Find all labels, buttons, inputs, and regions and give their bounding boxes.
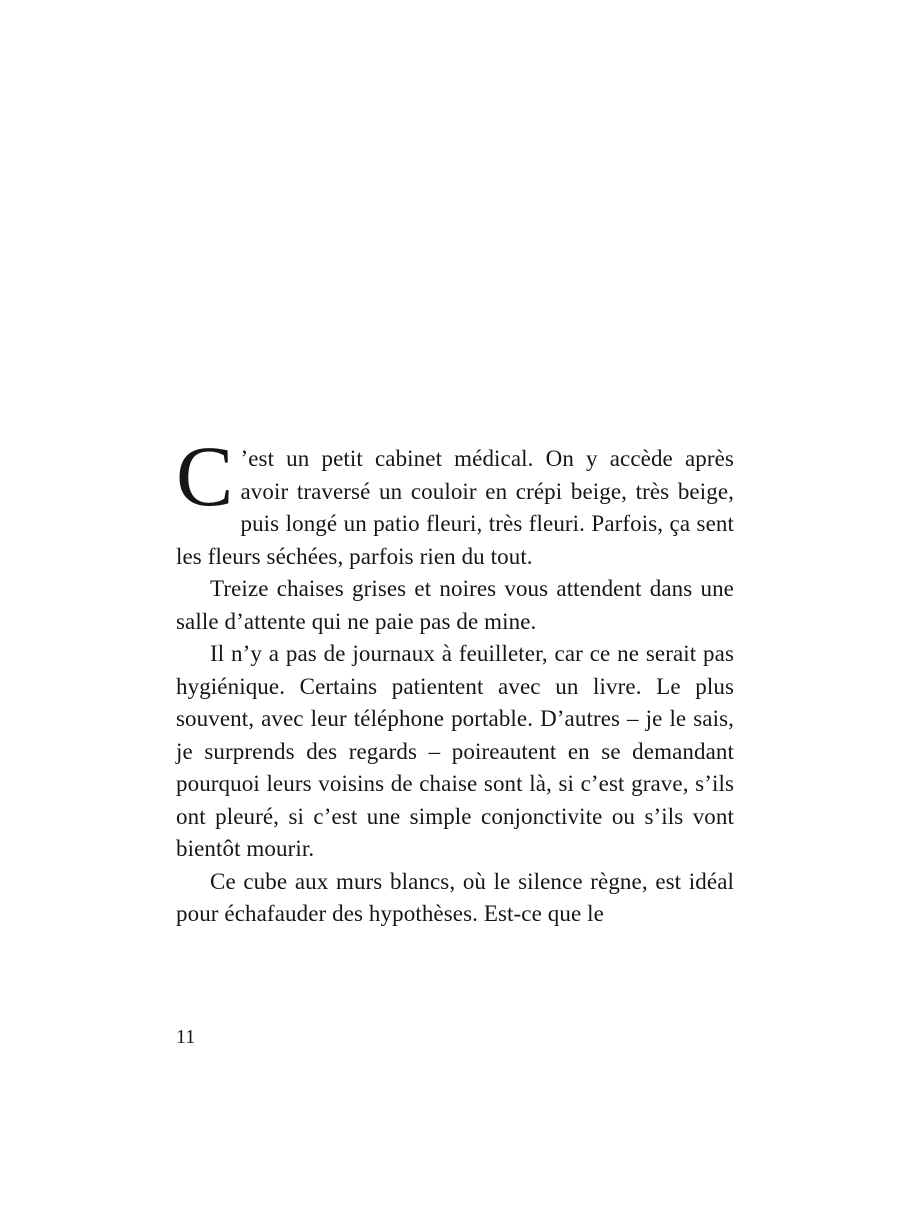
opening-paragraph bbox=[176, 428, 734, 573]
page-number: 11 bbox=[176, 1026, 196, 1048]
body-paragraph: Treize chaises grises et noires vous attendent dans une salle d’attente qui ne paie pas de mine. bbox=[176, 576, 734, 634]
drop-cap: C bbox=[176, 428, 234, 524]
body-paragraph: Ce cube aux murs blancs, où le silence règne, est idéal pour échafauder des hypothèses. Est-ce que le bbox=[176, 868, 734, 926]
body-paragraph: Il n’y a pas de journaux à feuilleter, car ce ne serait pas hygiénique. Certains patientent avec un livre. Le plus souvent, avec leur téléphone portable. D’autres – je le sais, je surprends des regards – poireautent en se demandant pourquoi leurs voisins de chaise sont là, si c’est grave, s’ils ont pleuré, si c’est une simple conjonctivite ou s’ils vont bientôt mourir. bbox=[176, 641, 734, 861]
text-block bbox=[176, 428, 734, 931]
opening-paragraph-text: ’est un petit cabinet médical. On y accède après avoir traversé un couloir en crépi beige, très beige, puis longé un patio fleuri, très fleuri. Parfois, ça sent les fleurs séchées, parfois rien du tout. bbox=[176, 446, 734, 569]
